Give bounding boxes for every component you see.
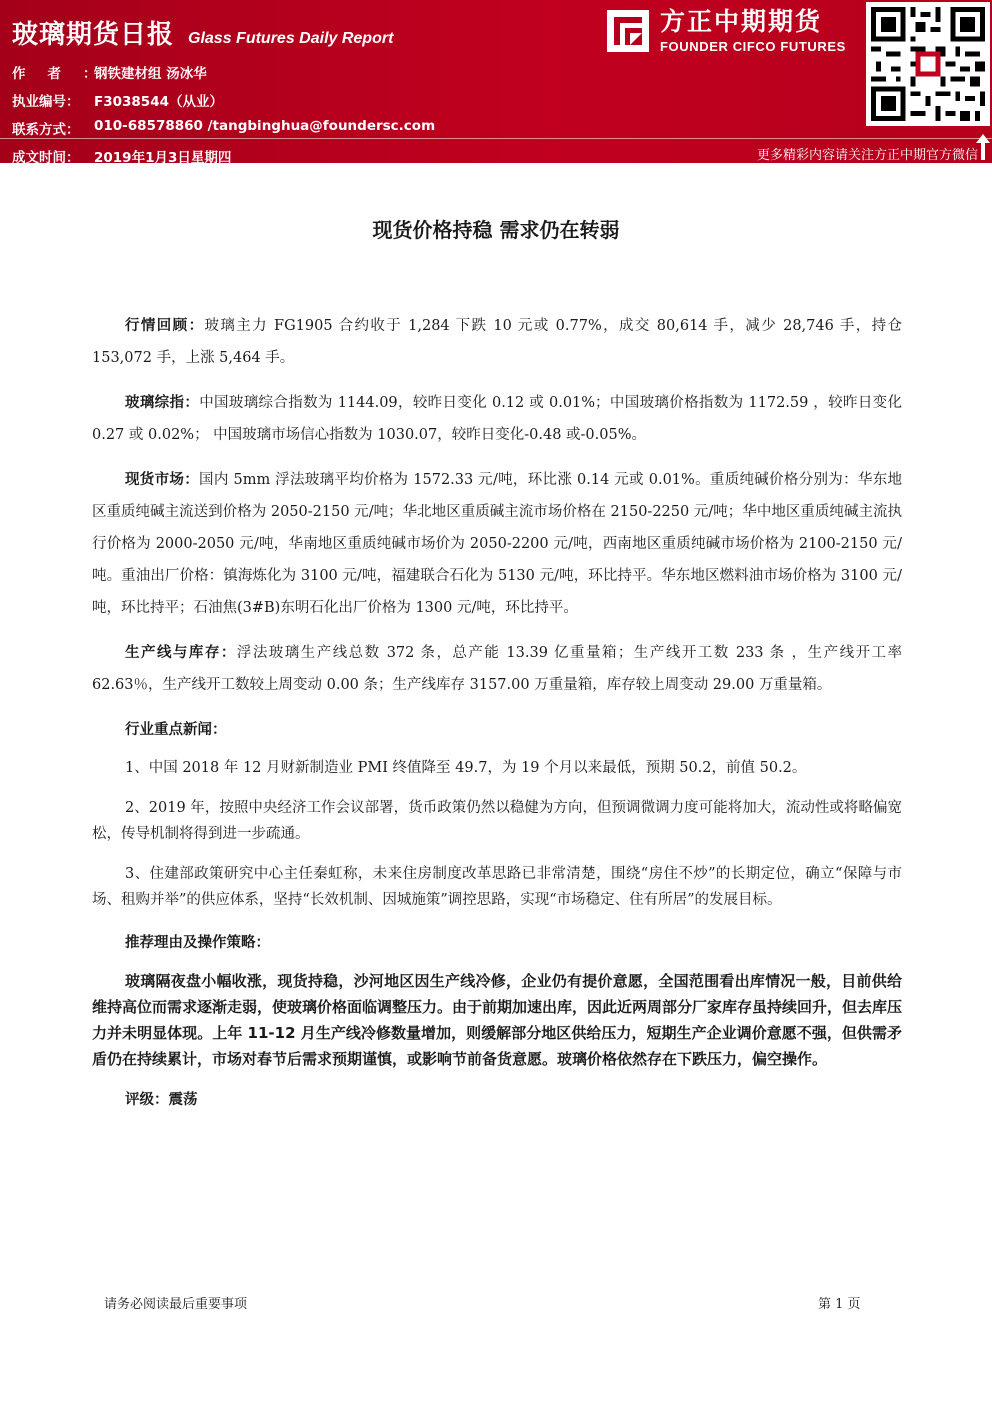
rating: 评级：震荡 (125, 1092, 198, 1108)
section-lead: 生产线与库存： (125, 645, 237, 661)
section-text: 国内 5mm 浮法玻璃平均价格为 1572.33 元/吨，环比涨 0.14 元或 0.01%。重质纯碱价格分别为：华东地区重质纯碱主流送到价格为 2050-2150 元/吨；华北地区重质碱主流市场价格在 2150-2250 元/吨；华中地区重质纯碱主流执行价格为 2000-2050 元/吨，华南地区重质纯碱市场价为 2050-2200 元/吨，西南地区重质纯碱市场价格为 2100-2150 元/吨。重油出厂价格：镇海炼化为 3100 元/吨，福建联合石化为 5130 元/吨，环比持平。华东地区燃料油市场价格为 3100 元/吨，环比持平；石油焦(3#B)东明石化出厂价格为 1300 元/吨，环比持平。 (92, 472, 903, 616)
header-divider (0, 138, 992, 139)
logo-mark-icon (606, 9, 650, 53)
logo-name-cn: 方正中期期货 (660, 7, 823, 36)
strategy-heading: 推荐理由及操作策略： (125, 935, 270, 951)
author-meta (12, 62, 435, 174)
meta-label: 作者： (12, 66, 119, 82)
section-lead: 玻璃综指： (125, 395, 200, 411)
meta-value: 2019年1月3日星期四 (94, 150, 232, 166)
page-number: 第 1 页 (818, 1297, 861, 1312)
news-item: 2、2019 年，按照中央经济工作会议部署，货币政策仍然以稳健为方向，但预调微调力度可能将加大，流动性或将略偏宽松，传导机制将得到进一步疏通。 (92, 800, 902, 842)
meta-row-author (12, 62, 435, 90)
footer-disclaimer: 请务必阅读最后重要事项 (104, 1297, 248, 1312)
news-item: 1、中国 2018 年 12 月财新制造业 PMI 终值降至 49.7，为 19 个月以来最低，预期 50.2，前值 50.2。 (125, 760, 807, 776)
meta-row-date (12, 146, 435, 174)
section-glass-index (92, 387, 902, 451)
news-item: 3、住建部政策研究中心主任秦虹称，未来住房制度改革思路已非常清楚，围绕“房住不炒”的长期定位，确立“保障与市场、租购并举”的供应体系，坚持“长效机制、因城施策”调控思路，实现“市场稳定、住有所居”的发展目标。 (92, 866, 902, 908)
report-body (92, 310, 902, 1114)
section-lead: 行情回顾： (125, 318, 205, 334)
section-production-inventory (92, 637, 902, 701)
report-title-en: Glass Futures Daily Report (188, 30, 394, 47)
meta-label: 成文时间： (12, 150, 80, 166)
section-text: 浮法玻璃生产线总数 372 条，总产能 13.39 亿重量箱；生产线开工数 233 条 ，生产线开工率 62.63％，生产线开工数较上周变动 0.00 条；生产线库存 3157.00 万重量箱，库存较上周变动 29.00 万重量箱。 (92, 645, 903, 693)
news-heading: 行业重点新闻： (125, 722, 227, 738)
meta-label: 联系方式： (12, 122, 80, 138)
meta-row-license (12, 90, 435, 118)
section-lead: 现货市场： (125, 472, 200, 488)
arrow-up-icon (976, 134, 990, 160)
meta-label: 执业编号： (12, 94, 80, 110)
section-market-review (92, 310, 902, 374)
section-spot-market (92, 464, 902, 624)
logo-name-en: FOUNDER CIFCO FUTURES (660, 39, 846, 54)
meta-value: F3038544（从业） (94, 94, 223, 110)
meta-value: 钢铁建材组 汤冰华 (94, 66, 207, 82)
qr-code-icon (866, 2, 990, 126)
meta-row-contact (12, 118, 435, 146)
section-text: 中国玻璃综合指数为 1144.09，较昨日变化 0.12 或 0.01%；中国玻璃价格指数为 1172.59 ，较昨日变化 0.27 或 0.02%； 中国玻璃市场信心指数为 1030.07，较昨日变化-0.48 或-0.05%。 (92, 395, 902, 443)
strategy-text: 玻璃隔夜盘小幅收涨，现货持稳，沙河地区因生产线冷修，企业仍有提价意愿，全国范围看出库情况一般，目前供给维持高位而需求逐渐走弱，使玻璃价格面临调整压力。由于前期加速出库，因此近两周部分厂家库存虽持续回升，但去库压力并未明显体现。上年 11-12 月生产线冷修数量增加，则缓解部分地区供给压力，短期生产企业调价意愿不强，但供需矛盾仍在持续累计，市场对春节后需求预期谨慎，或影响节前备货意愿。玻璃价格依然存在下跌压力，偏空操作。 (92, 972, 903, 1068)
company-logo (606, 8, 846, 54)
logo-text (660, 8, 846, 54)
report-header (0, 0, 992, 166)
report-title-cn: 玻璃期货日报 (12, 20, 175, 50)
wechat-follow-text: 更多精彩内容请关注方正中期官方微信 (756, 148, 978, 163)
title-row (12, 14, 393, 51)
document-title: 现货价格持稳 需求仍在转弱 (372, 218, 620, 242)
section-text: 玻璃主力 FG1905 合约收于 1,284 下跌 10 元或 0.77%，成交 80,614 手，减少 28,746 手，持仓 153,072 手，上涨 5,464 手。 (92, 318, 903, 366)
meta-value: 010-68578860 /tangbinghua@foundersc.com (94, 118, 436, 134)
